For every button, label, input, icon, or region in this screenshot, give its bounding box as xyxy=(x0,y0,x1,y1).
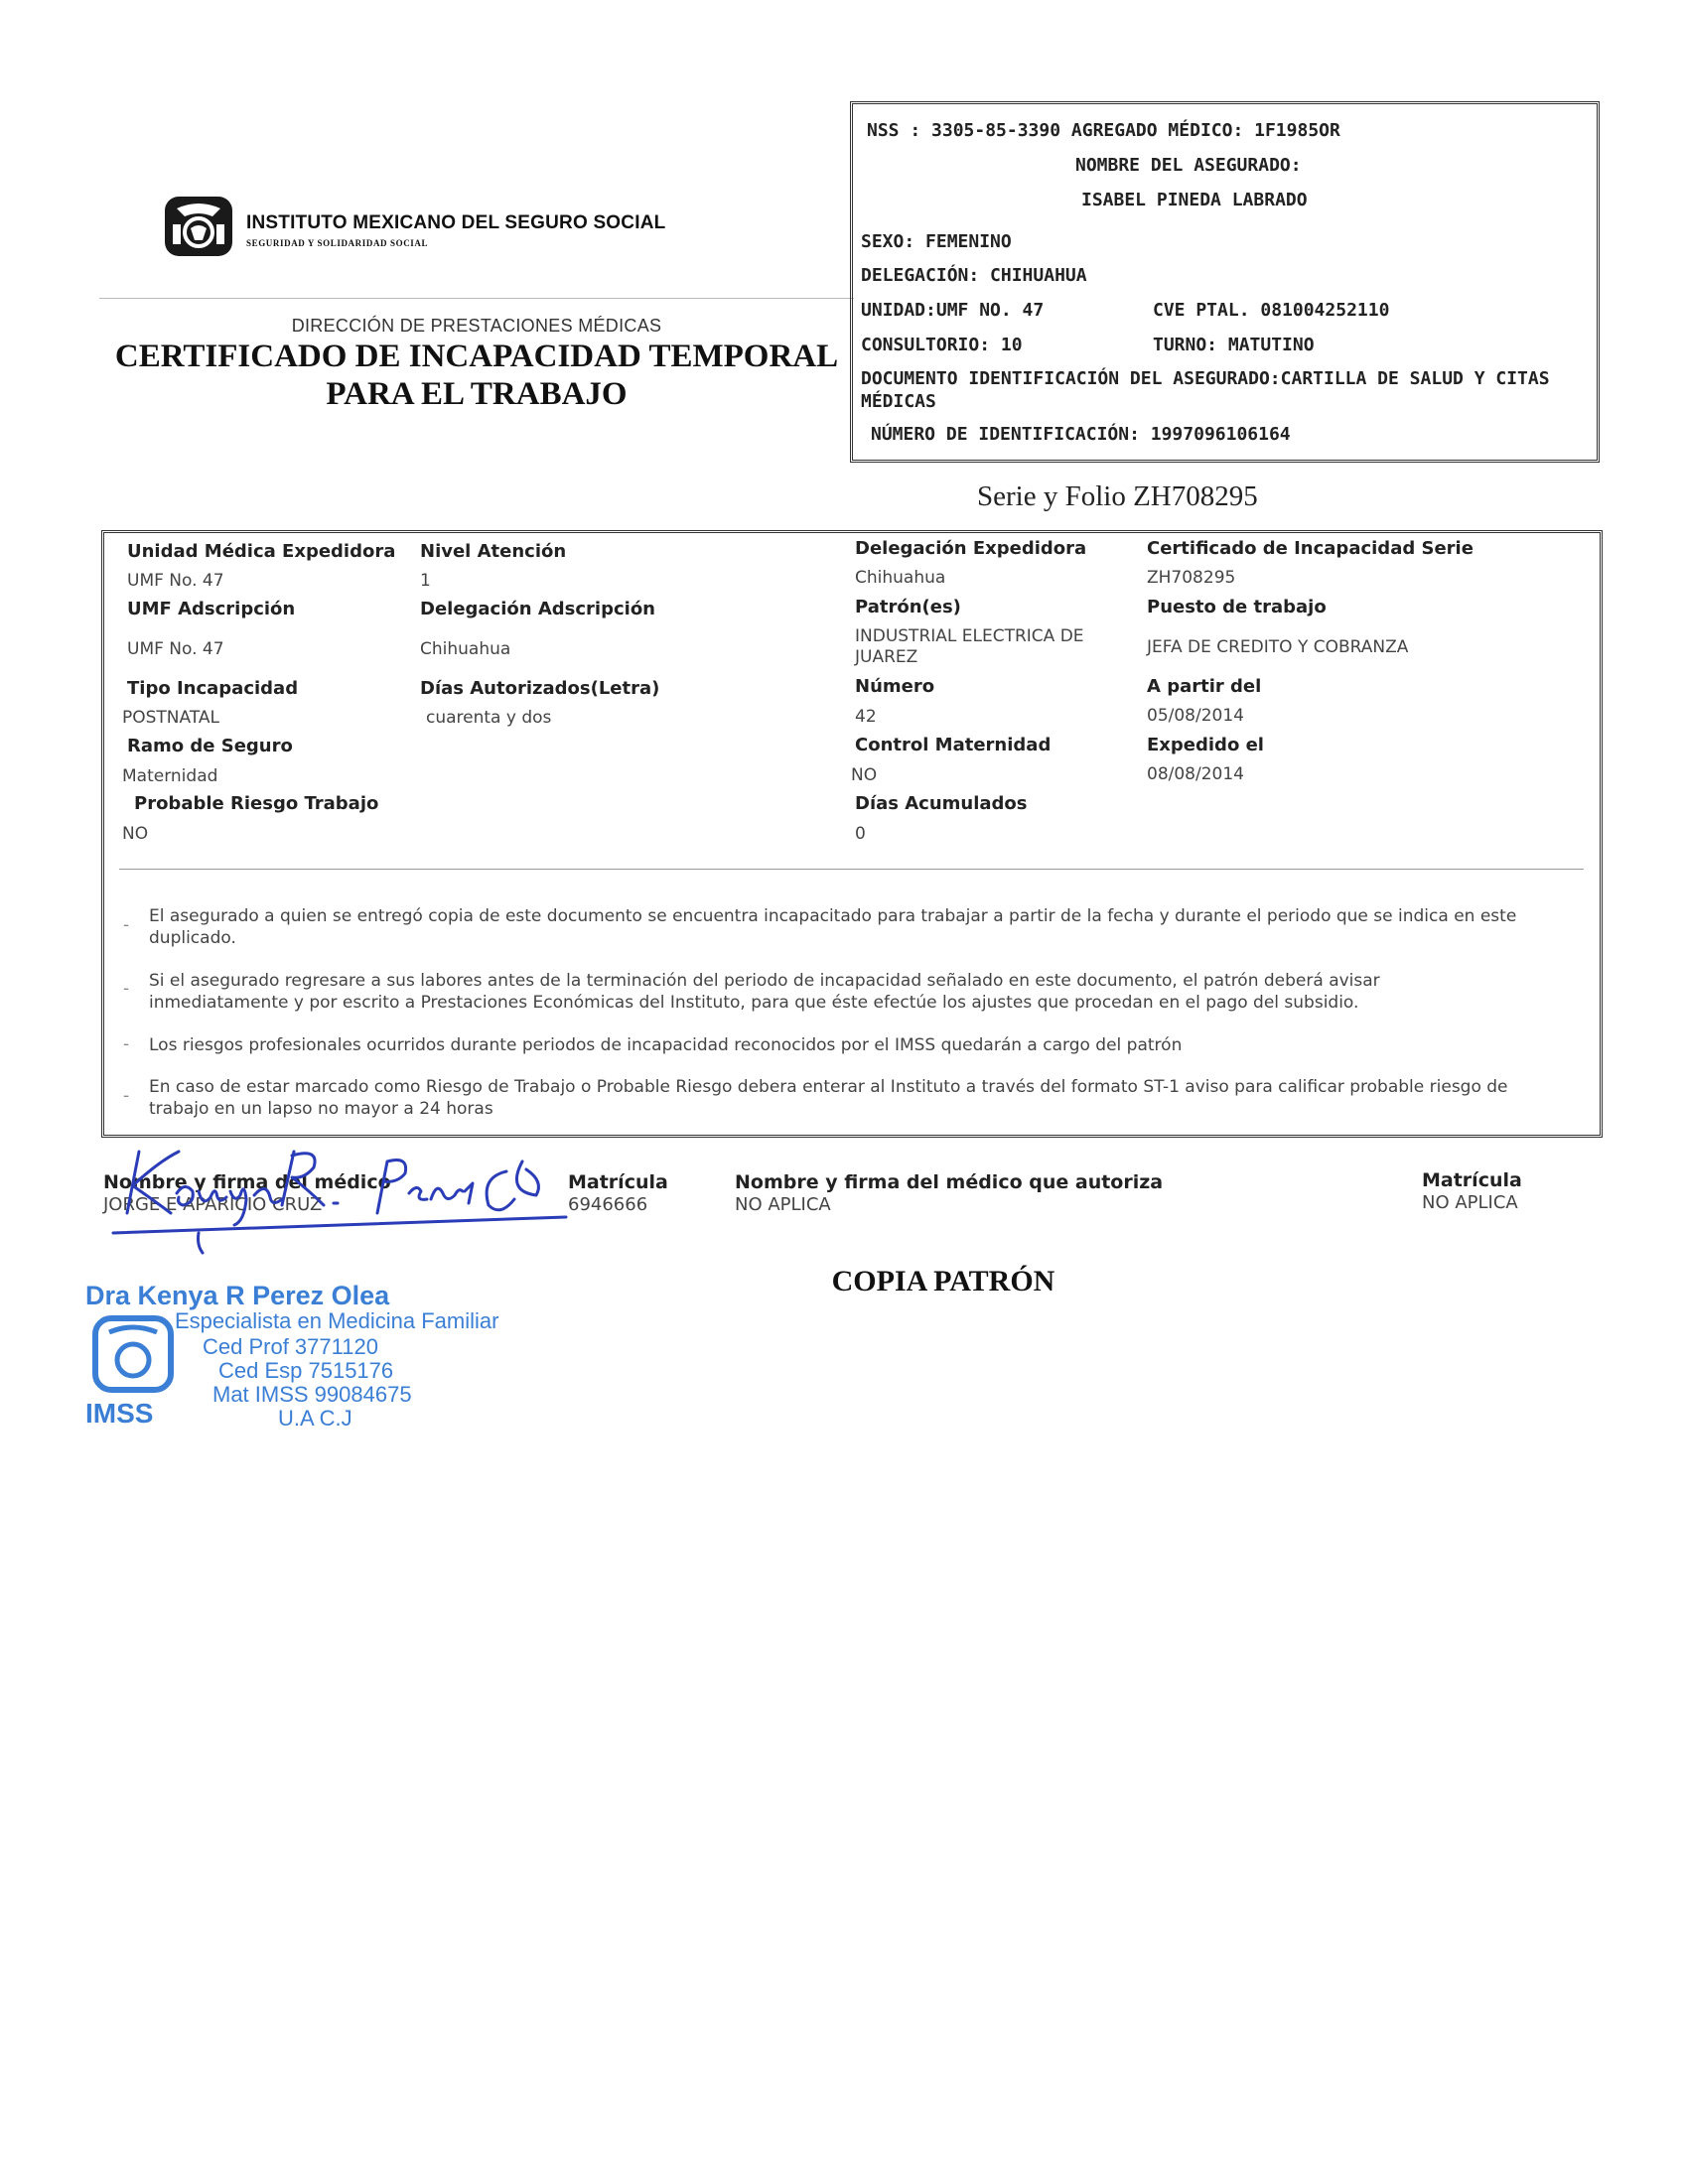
umf-adscripcion-label: UMF Adscripción xyxy=(127,599,296,619)
tipo-incapacidad-label: Tipo Incapacidad xyxy=(127,678,299,699)
header-divider xyxy=(99,298,854,299)
nivel-label: Nivel Atención xyxy=(420,541,567,562)
imss-stamp-logo-icon xyxy=(91,1314,175,1394)
delegacion-expedidora-label: Delegación Expedidora xyxy=(855,538,1087,559)
medico-autoriza-value: NO APLICA xyxy=(735,1194,831,1215)
note-bullet: - xyxy=(123,979,130,999)
nivel-value: 1 xyxy=(420,571,431,591)
insured-name: ISABEL PINEDA LABRADO xyxy=(1081,190,1308,210)
note-bullet: - xyxy=(123,1034,130,1054)
note-1: El asegurado a quien se entregó copia de este documento se encuentra incapacitado para trabajar a partir de la fecha y durante el periodo que se indica en este duplicado. xyxy=(149,906,1517,948)
puesto-value: JEFA DE CREDITO Y COBRANZA xyxy=(1147,637,1409,657)
title-line-1: CERTIFICADO DE INCAPACIDAD TEMPORAL xyxy=(114,339,839,374)
patron-label: Patrón(es) xyxy=(855,597,961,617)
unidad-medica-label: Unidad Médica Expedidora xyxy=(127,541,396,562)
institution-tagline: SEGURIDAD Y SOLIDARIDAD SOCIAL xyxy=(246,238,429,248)
tipo-incapacidad-value: POSTNATAL xyxy=(122,708,219,728)
note-2: Si el asegurado regresare a sus labores antes de la terminación del periodo de incapacidad señalado en este documento, el patrón deberá avisar inmediatamente y por escrito a Prestaciones Económicas del Instituto, para que éste efectúe los ajustes que procedan en el pago del subsidio. xyxy=(149,971,1380,1013)
delegacion-adscripcion-value: Chihuahua xyxy=(420,639,511,659)
riesgo-trabajo-value: NO xyxy=(122,824,149,844)
note-4: En caso de estar marcado como Riesgo de Trabajo o Probable Riesgo debera enterar al Instituto a través del formato ST-1 aviso para calificar probable riesgo de trabajo en un lapso no mayor a 24 horas xyxy=(149,1077,1508,1119)
doctor-stamp xyxy=(85,1281,499,1449)
unidad: UNIDAD:UMF NO. 47 xyxy=(861,300,1045,321)
puesto-label: Puesto de trabajo xyxy=(1147,597,1327,617)
sexo: SEXO: FEMENINO xyxy=(861,231,1012,252)
note-bullet: - xyxy=(123,1086,130,1106)
institution-name: INSTITUTO MEXICANO DEL SEGURO SOCIAL xyxy=(246,212,666,233)
stamp-line-3: Ced Prof 3771120 xyxy=(203,1334,378,1359)
cve-ptal: CVE PTAL. 081004252110 xyxy=(1153,300,1390,321)
direction-subtitle: DIRECCIÓN DE PRESTACIONES MÉDICAS xyxy=(291,316,662,336)
medico-value: JORGE E APARICIO CRUZ xyxy=(103,1194,323,1215)
dias-acumulados-value: 0 xyxy=(855,824,866,844)
delegacion-adscripcion-label: Delegación Adscripción xyxy=(420,599,655,619)
expedido-value: 08/08/2014 xyxy=(1147,764,1244,784)
details-divider xyxy=(119,869,1584,870)
cert-serie-value: ZH708295 xyxy=(1147,568,1236,588)
turno: TURNO: MATUTINO xyxy=(1153,335,1315,355)
note-3: Los riesgos profesionales ocurridos durante periodos de incapacidad reconocidos por el IMSS quedarán a cargo del patrón xyxy=(149,1035,1183,1055)
note-bullet: - xyxy=(123,915,130,935)
title-line-2: PARA EL TRABAJO xyxy=(326,376,628,412)
matricula-2-label: Matrícula xyxy=(1422,1169,1522,1191)
nss-agregado: NSS : 3305-85-3390 AGREGADO MÉDICO: 1F1985OR xyxy=(867,120,1340,141)
documento-identificacion: DOCUMENTO IDENTIFICACIÓN DEL ASEGURADO:CARTILLA DE SALUD Y CITAS MÉDICAS xyxy=(861,368,1550,412)
delegacion: DELEGACIÓN: CHIHUAHUA xyxy=(861,265,1087,286)
imss-logo-icon xyxy=(163,195,234,258)
certificate-title xyxy=(99,338,854,413)
stamp-imss-text: IMSS xyxy=(85,1398,154,1429)
numero-value: 42 xyxy=(855,707,877,727)
dias-letra-value: cuarenta y dos xyxy=(426,708,552,728)
delegacion-expedidora-value: Chihuahua xyxy=(855,568,946,588)
a-partir-value: 05/08/2014 xyxy=(1147,706,1244,726)
riesgo-trabajo-label: Probable Riesgo Trabajo xyxy=(134,793,379,814)
ramo-seguro-label: Ramo de Seguro xyxy=(127,736,293,756)
ramo-seguro-value: Maternidad xyxy=(122,766,218,786)
insured-name-label: NOMBRE DEL ASEGURADO: xyxy=(1075,155,1302,176)
stamp-line-5: Mat IMSS 99084675 xyxy=(212,1382,412,1407)
numero-label: Número xyxy=(855,676,935,697)
matricula-2-value: NO APLICA xyxy=(1422,1192,1518,1213)
control-maternidad-label: Control Maternidad xyxy=(855,735,1052,755)
medico-autoriza-label: Nombre y firma del médico que autoriza xyxy=(735,1171,1164,1193)
insured-info-box xyxy=(850,101,1600,463)
matricula-value: 6946666 xyxy=(568,1194,648,1215)
medico-label: Nombre y firma del médico xyxy=(103,1171,391,1193)
stamp-line-6: U.A C.J xyxy=(278,1406,352,1431)
cert-serie-label: Certificado de Incapacidad Serie xyxy=(1147,538,1474,559)
numero-identificacion: NÚMERO DE IDENTIFICACIÓN: 1997096106164 xyxy=(871,424,1291,445)
unidad-medica-value: UMF No. 47 xyxy=(127,571,224,591)
consultorio: CONSULTORIO: 10 xyxy=(861,335,1023,355)
matricula-label: Matrícula xyxy=(568,1171,668,1193)
serie-folio: Serie y Folio ZH708295 xyxy=(977,480,1258,512)
copia-patron-label: COPIA PATRÓN xyxy=(831,1265,1055,1297)
stamp-line-1: Dra Kenya R Perez Olea xyxy=(85,1281,390,1310)
control-maternidad-value: NO xyxy=(851,765,878,785)
handwritten-signature xyxy=(99,1122,616,1261)
stamp-line-4: Ced Esp 7515176 xyxy=(218,1358,394,1383)
patron-value: INDUSTRIAL ELECTRICA DE JUAREZ xyxy=(855,626,1084,667)
dias-acumulados-label: Días Acumulados xyxy=(855,793,1028,814)
a-partir-label: A partir del xyxy=(1147,676,1262,697)
umf-adscripcion-value: UMF No. 47 xyxy=(127,639,224,659)
expedido-label: Expedido el xyxy=(1147,735,1264,755)
dias-letra-label: Días Autorizados(Letra) xyxy=(420,678,660,699)
stamp-line-2: Especialista en Medicina Familiar xyxy=(175,1308,499,1333)
